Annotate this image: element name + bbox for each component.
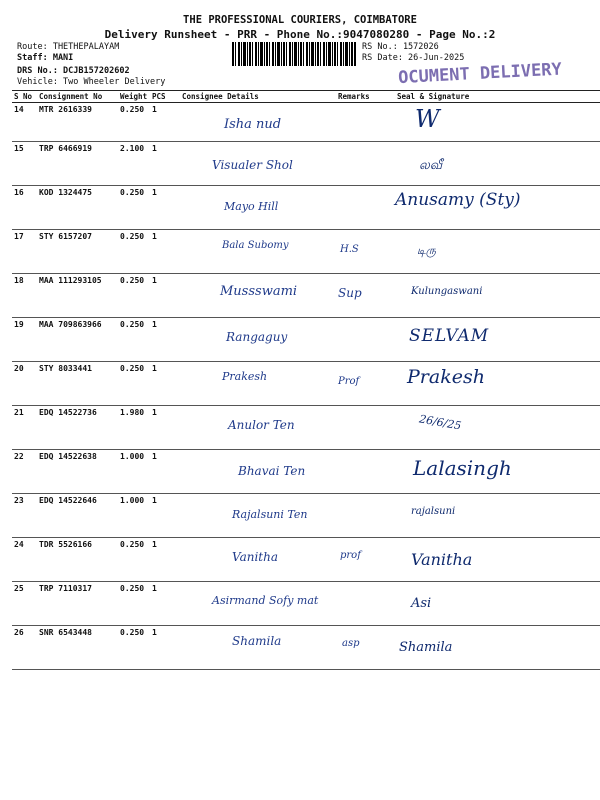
table-row [12,626,600,670]
table-row [12,494,600,538]
consignee-handwriting: Visualer Shol [212,158,293,172]
consignee-handwriting: Rangaguy [226,330,288,344]
stamp-text: OCUMENT DELIVERY [397,59,563,89]
consignment-cell: MAA 111293105 [37,274,118,318]
signature: Shamila [399,640,453,655]
runsheet-table [12,90,600,670]
col-signature: Seal & Signature [395,91,600,103]
weight-cell: 1.000 [118,450,150,494]
weight-cell: 0.250 [118,186,150,230]
runsheet-subtitle: Delivery Runsheet - PRR - Phone No.:9047080280 - Page No.:2 [104,28,496,41]
col-remarks: Remarks [336,91,395,103]
signature: Prakesh [407,366,485,388]
consignee-handwriting: Mayo Hill [224,200,279,213]
consignee-handwriting: Bala Subomy [222,240,289,251]
signature: W [415,105,440,133]
signature: டிரு [417,244,436,257]
sno-cell: 21 [12,406,37,450]
consignment-cell: TRP 6466919 [37,142,118,186]
weight-cell: 1.980 [118,406,150,450]
weight-cell: 0.250 [118,103,150,142]
signature: Kulungaswani [411,286,483,297]
consignee-handwriting: Anulor Ten [228,418,295,432]
table-row [12,582,600,626]
consignment-cell: STY 8033441 [37,362,118,406]
weight-cell: 0.250 [118,318,150,362]
consignee-handwriting: Bhavai Ten [238,464,306,478]
drs-label: DRS No.: DCJB157202602 [17,66,130,76]
weight-cell: 0.250 [118,362,150,406]
sno-cell: 23 [12,494,37,538]
signature: Vanitha [411,550,473,569]
pcs-cell: 1 [150,362,180,406]
sno-cell: 14 [12,103,37,142]
sno-cell: 15 [12,142,37,186]
weight-cell: 2.100 [118,142,150,186]
pcs-cell: 1 [150,494,180,538]
signature: Anusamy (Sty) [395,190,521,210]
table-row [12,142,600,186]
consignment-cell: EDQ 14522646 [37,494,118,538]
sno-cell: 25 [12,582,37,626]
table-row [12,318,600,362]
consignment-cell: STY 6157207 [37,230,118,274]
signature: SELVAM [409,326,490,346]
sno-cell: 24 [12,538,37,582]
pcs-cell: 1 [150,538,180,582]
table-row [12,406,600,450]
weight-cell: 1.000 [118,494,150,538]
signature: லவீ [419,158,443,173]
consignee-handwriting: Asirmand Sofy mat [212,594,319,607]
col-consignee: Consignee Details [180,91,336,103]
route-label: Route: THETHEPALAYAM [17,42,120,52]
consignment-cell: EDQ 14522638 [37,450,118,494]
remarks-handwriting: asp [342,638,360,649]
consignee-handwriting: Isha nud [224,117,282,132]
rs-date: RS Date: 26-Jun-2025 [362,53,465,63]
consignment-cell: SNR 6543448 [37,626,118,670]
weight-cell: 0.250 [118,626,150,670]
weight-cell: 0.250 [118,538,150,582]
consignee-handwriting: Prakesh [222,370,268,383]
consignee-handwriting: Rajalsuni Ten [232,508,308,521]
weight-cell: 0.250 [118,274,150,318]
col-pcs: PCS [150,91,180,103]
consignment-cell: MAA 709863966 [37,318,118,362]
pcs-cell: 1 [150,318,180,362]
consignee-handwriting: Mussswami [220,284,298,299]
barcode [232,42,356,66]
col-sno: S No [12,91,37,103]
consignment-cell: TDR 5526166 [37,538,118,582]
sno-cell: 19 [12,318,37,362]
consignment-cell: TRP 7110317 [37,582,118,626]
table-row [12,186,600,230]
signature: Lalasingh [413,456,512,480]
pcs-cell: 1 [150,103,180,142]
sno-cell: 17 [12,230,37,274]
consignment-cell: KOD 1324475 [37,186,118,230]
table-row [12,538,600,582]
remarks-handwriting: Sup [338,286,362,300]
col-consignment: Consignment No [37,91,118,103]
sno-cell: 26 [12,626,37,670]
consignee-handwriting: Vanitha [232,550,278,564]
sno-cell: 22 [12,450,37,494]
remarks-handwriting: H.S [340,244,359,255]
pcs-cell: 1 [150,186,180,230]
signature: rajalsuni [411,506,456,517]
weight-cell: 0.250 [118,230,150,274]
consignment-cell: EDQ 14522736 [37,406,118,450]
sno-cell: 20 [12,362,37,406]
pcs-cell: 1 [150,450,180,494]
table-row [12,362,600,406]
pcs-cell: 1 [150,582,180,626]
remarks-handwriting: prof [340,550,361,561]
vehicle-label: Vehicle: Two Wheeler Delivery [17,77,166,87]
signature: Asi [411,596,432,611]
pcs-cell: 1 [150,230,180,274]
staff-label: Staff: MANI [17,53,74,63]
table-header-row [12,91,600,103]
weight-cell: 0.250 [118,582,150,626]
consignee-handwriting: Shamila [232,634,282,648]
table-row [12,274,600,318]
pcs-cell: 1 [150,406,180,450]
pcs-cell: 1 [150,626,180,670]
pcs-cell: 1 [150,274,180,318]
rs-number: RS No.: 1572026 [362,42,439,52]
col-weight: Weight [118,91,150,103]
sno-cell: 16 [12,186,37,230]
table-row [12,103,600,142]
pcs-cell: 1 [150,142,180,186]
table-row [12,230,600,274]
remarks-handwriting: Prof [338,376,360,387]
signature: 26/6/25 [418,412,463,433]
sno-cell: 18 [12,274,37,318]
delivery-stamp [396,52,596,92]
table-row [12,450,600,494]
consignment-cell: MTR 2616339 [37,103,118,142]
company-title: THE PROFESSIONAL COURIERS, COIMBATORE [183,14,417,26]
